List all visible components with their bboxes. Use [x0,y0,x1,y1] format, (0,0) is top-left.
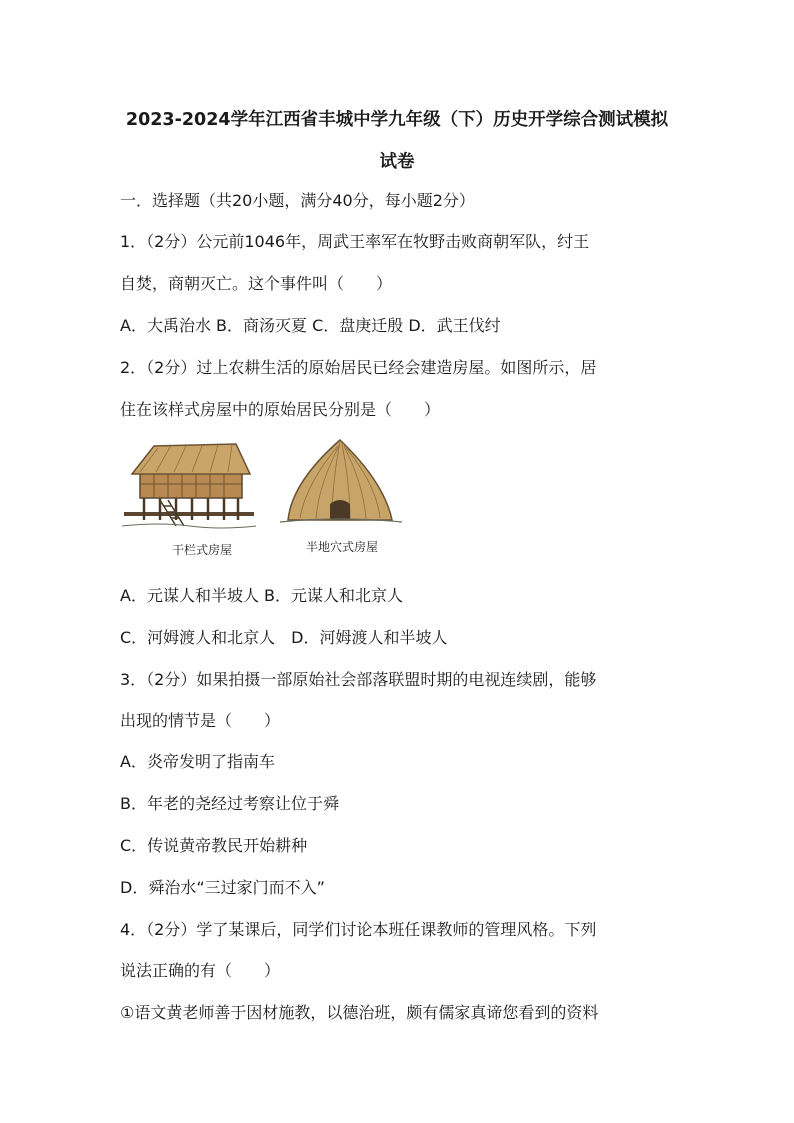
question-3-option-c: C．传说黄帝教民开始耕种 [120,836,308,855]
question-1-line-1: 1．（2分）公元前1046年，周武王率军在牧野击败商朝军队，纣王 [120,232,590,251]
question-3-line-2: 出现的情节是（ ） [120,711,281,730]
question-2-options-ab: A．元谋人和半坡人 B．元谋人和北京人 [120,586,404,605]
question-1-line-2: 自焚，商朝灭亡。这个事件叫（ ） [120,274,393,293]
question-1-options: A．大禹治水 B．商汤灭夏 C．盘庚迁殷 D．武王伐纣 [120,316,501,335]
document-title-line-2: 试卷 [379,152,415,172]
question-3-option-a: A．炎帝发明了指南车 [120,752,275,771]
question-2-options-cd: C．河姆渡人和北京人 D．河姆渡人和半坡人 [120,628,448,647]
caption-stilt-house: 干栏式房屋 [172,543,233,557]
section-heading: 一．选择题（共20小题，满分40分，每小题2分） [120,191,475,210]
question-3-line-1: 3．（2分）如果拍摄一部原始社会部落联盟时期的电视连续剧，能够 [120,670,597,689]
question-4-line-3: ①语文黄老师善于因材施教，以德治班，颇有儒家真谛您看到的资料 [120,1003,599,1022]
document-title-line-1: 2023-2024学年江西省丰城中学九年级（下）历史开学综合测试模拟 [125,110,669,130]
question-3-option-d: D．舜治水“三过家门而不入” [120,878,325,897]
house-styles-figure [120,434,420,564]
question-3-option-b: B．年老的尧经过考察让位于舜 [120,794,339,813]
question-2-line-1: 2．（2分）过上农耕生活的原始居民已经会建造房屋。如图所示，居 [120,358,597,377]
stilt-house-illustration [122,444,256,528]
question-2-line-2: 住在该样式房屋中的原始居民分别是（ ） [120,400,441,419]
question-4-line-2: 说法正确的有（ ） [120,961,281,980]
caption-semi-subterranean-house: 半地穴式房屋 [306,540,379,554]
question-4-line-1: 4．（2分）学了某课后，同学们讨论本班任课教师的管理风格。下列 [120,920,597,939]
semi-subterranean-house-illustration [280,440,402,522]
